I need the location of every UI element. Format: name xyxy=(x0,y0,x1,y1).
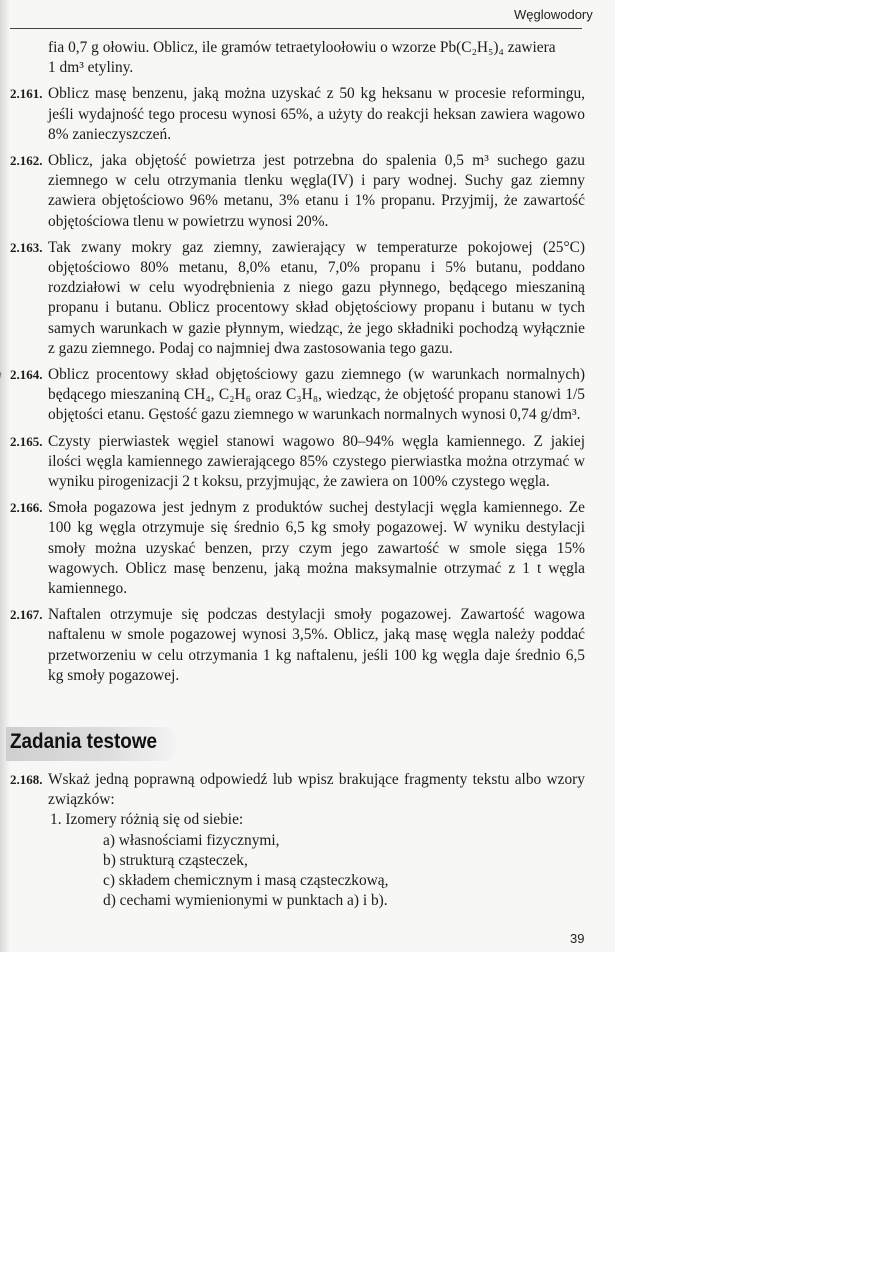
main-text xyxy=(10,38,585,686)
problem-2-166 xyxy=(10,498,585,599)
problem-number: 2.166. xyxy=(10,500,43,516)
intro-line-2: 1 dm³ etyliny. xyxy=(48,59,134,77)
problem-text: Oblicz, jaka objętość powietrza jest potrzebna do spalenia 0,5 m³ suchego gazu ziemnego w celu otrzymania tlenku węgla(IV) i pary wodnej. Suchy gaz ziemny zawiera objętościowo 96% metanu, 3% etanu i 1% propanu. Przyjmij, że zawartość objętościowa tlenu w powietrzu wynosi 20%. xyxy=(48,152,585,230)
problem-2-165 xyxy=(10,432,585,493)
problem-number: 2.162. xyxy=(10,153,43,169)
answer-option-d: d) cechami wymienionymi w punktach a) i b). xyxy=(103,892,388,910)
answer-option-b: b) strukturą cząsteczek, xyxy=(103,851,248,869)
problem-text: Wskaż jedną poprawną odpowiedź lub wpisz brakujące fragmenty tekstu albo wzory związków: xyxy=(48,771,585,809)
problem-number: 2.167. xyxy=(10,607,43,623)
running-head: Węglowodory xyxy=(514,7,593,22)
problem-number: 2.165. xyxy=(10,433,43,449)
section-title: Zadania testowe xyxy=(10,730,158,753)
problem-number: 2.164. xyxy=(10,367,43,383)
problem-text: Czysty pierwiastek węgiel stanowi wagowo 80–94% węgla kamiennego. Z jakiej ilości węgla kamiennego zawierającego 85% czystego pierwiastka można otrzymać w wyniku pirogenizacji 2 t koksu, przyjmując, że zawiera on 100% czystego węgla. xyxy=(48,432,585,491)
problem-number: 2.163. xyxy=(10,239,43,255)
problem-2-167 xyxy=(10,605,585,686)
problem-text: Oblicz masę benzenu, jaką można uzyskać z 50 kg heksanu w procesie reformingu, jeśli wydajność tego procesu wynosi 65%, a użyty do reakcji heksan zawiera wagowo 8% zanieczyszczeń. xyxy=(48,85,585,143)
problem-text: Tak zwany mokry gaz ziemny, zawierający w temperaturze pokojowej (25°C) objętościowo 80% metanu, 8,0% etanu, 7,0% propanu i 5% butanu, poddano rozdziałowi w celu wyodrębnienia z niego gazu płynnego, będącego mieszaniną propanu i butanu. Oblicz procentowy skład objętościowy propanu i butanu w tych samych warunkach w gazie płynnym, wiedząc, że jego składniki pochodzą wyłącznie z gazu ziemnego. Podaj co najmniej dwa zastosowania tego gazu. xyxy=(48,238,585,357)
intro-line-1: fia 0,7 g ołowiu. Oblicz, ile gramów tetraetyloołowiu o wzorze Pb(C₂H₅)₄ zawiera xyxy=(48,39,556,56)
problem-2-164 xyxy=(10,365,585,426)
answer-option-a: a) własnościami fizycznymi, xyxy=(103,831,280,849)
problem-text: Smoła pogazowa jest jednym z produktów suchej destylacji węgla kamiennego. Ze 100 kg węgla otrzymuje się średnio 6,5 kg smoły pogazowej. W wyniku destylacji smoły można uzyskać benzen, przy czym jego zawartość w smole sięga 15% wagowych. Oblicz masę benzenu, jaką można maksymalnie otrzymać z 1 t węgla kamiennego. xyxy=(48,499,585,598)
page-binding-shadow xyxy=(0,0,10,952)
problem-number: 2.161. xyxy=(10,86,43,102)
problem-number: 2.168. xyxy=(10,772,43,787)
problem-2-163 xyxy=(10,238,585,359)
test-section xyxy=(10,764,585,911)
test-question: 1. Izomery różnią się od siebie: xyxy=(50,811,244,829)
answer-option-c: c) składem chemicznym i masą cząsteczkową, xyxy=(103,872,389,890)
problem-2-161 xyxy=(10,84,585,145)
header-rule xyxy=(10,28,582,29)
margin-mark xyxy=(0,365,2,385)
answer-options xyxy=(48,831,585,912)
page-number: 39 xyxy=(570,931,585,946)
problem-text: Naftalen otrzymuje się podczas destylacji smoły pogazowej. Zawartość wagowa naftalenu w smole pogazowej wynosi 3,5%. Oblicz, jaką masę węgla należy poddać przetworzeniu w celu otrzymania 1 kg naftalenu, jeśli 100 kg węgla daje średnio 6,5 kg smoły pogazowej. xyxy=(48,606,585,684)
problem-2-168 xyxy=(10,770,585,911)
problem-text: Oblicz procentowy skład objętościowy gazu ziemnego (w warunkach normalnych) będącego mieszaniną CH₄, C₂H₆ oraz C₃H₈, wiedząc, że objętość propanu stanowi 1/5 objętości etanu. Gęstość gazu ziemnego w warunkach normalnych wynosi 0,74 g/dm³. xyxy=(48,366,585,424)
intro-continuation xyxy=(10,38,585,78)
problem-2-162 xyxy=(10,151,585,232)
